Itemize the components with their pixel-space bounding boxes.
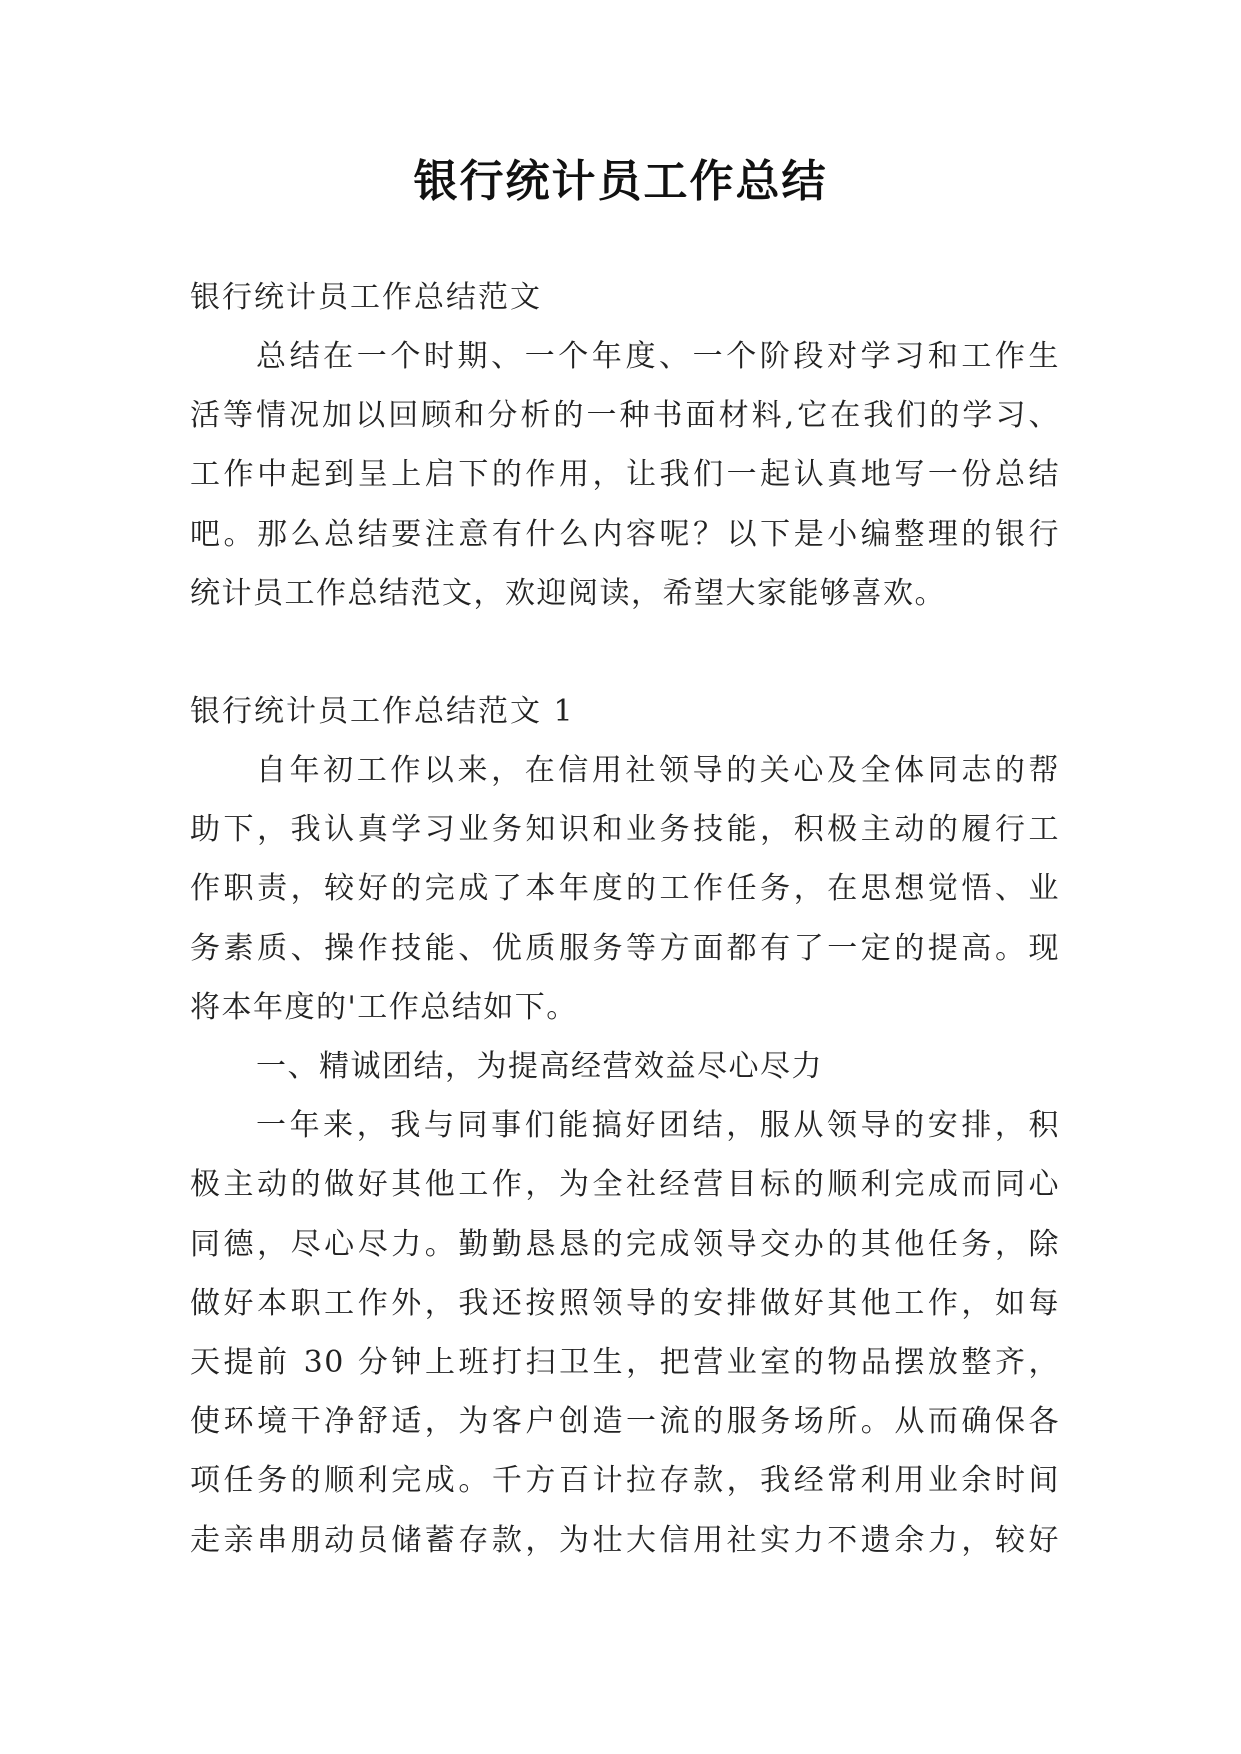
paragraph-line: 吧。那么总结要注意有什么内容呢？以下是小编整理的银行	[190, 516, 1060, 552]
paragraph-line: 极主动的做好其他工作，为全社经营目标的顺利完成而同心	[190, 1167, 1060, 1203]
document-title: 银行统计员工作总结	[413, 156, 828, 207]
paragraph-line: 一年来，我与同事们能搞好团结，服从领导的安排，积	[256, 1108, 1060, 1144]
paragraph-line: 总结在一个时期、一个年度、一个阶段对学习和工作生	[256, 339, 1060, 374]
paragraph-line: 天提前 30 分钟上班打扫卫生，把营业室的物品摆放整齐，	[190, 1345, 1060, 1381]
paragraph-line: 项任务的顺利完成。千方百计拉存款，我经常利用业余时间	[190, 1463, 1060, 1499]
paragraph-line: 工作中起到呈上启下的作用，让我们一起认真地写一份总结	[190, 457, 1060, 493]
paragraph-line: 做好本职工作外，我还按照领导的安排做好其他工作，如每	[190, 1285, 1060, 1321]
paragraph-line: 使环境干净舒适，为客户创造一流的服务场所。从而确保各	[190, 1404, 1060, 1440]
paragraph-line: 将本年度的'工作总结如下。	[190, 989, 578, 1025]
paragraph-line: 同德，尽心尽力。勤勤恳恳的完成领导交办的其他任务，除	[190, 1226, 1060, 1262]
section-heading-sample-1: 银行统计员工作总结范文 1	[190, 694, 575, 730]
paragraph-line: 作职责，较好的完成了本年度的工作任务，在思想觉悟、业	[190, 871, 1060, 907]
section-spacer	[190, 623, 1060, 682]
document-body	[190, 268, 1060, 1570]
sample-paragraph-2	[190, 1096, 1060, 1570]
point-heading-text: 一、精诚团结，为提高经营效益尽心尽力	[256, 1049, 823, 1085]
paragraph-line: 走亲串朋动员储蓄存款，为壮大信用社实力不遗余力，较好	[190, 1522, 1060, 1558]
paragraph-line: 助下，我认真学习业务知识和业务技能，积极主动的履行工	[190, 812, 1060, 848]
sample-paragraph-1	[190, 741, 1060, 1037]
paragraph-line: 活等情况加以回顾和分析的一种书面材料,它在我们的学习、	[190, 398, 1060, 434]
paragraph-line: 自年初工作以来，在信用社领导的关心及全体同志的帮	[256, 753, 1060, 789]
section-heading-intro: 银行统计员工作总结范文	[190, 280, 542, 315]
point-heading-1	[190, 1037, 1060, 1096]
paragraph-line: 务素质、操作技能、优质服务等方面都有了一定的提高。现	[190, 930, 1060, 966]
paragraph-line: 统计员工作总结范文，欢迎阅读，希望大家能够喜欢。	[190, 575, 946, 611]
intro-paragraph	[190, 327, 1060, 623]
